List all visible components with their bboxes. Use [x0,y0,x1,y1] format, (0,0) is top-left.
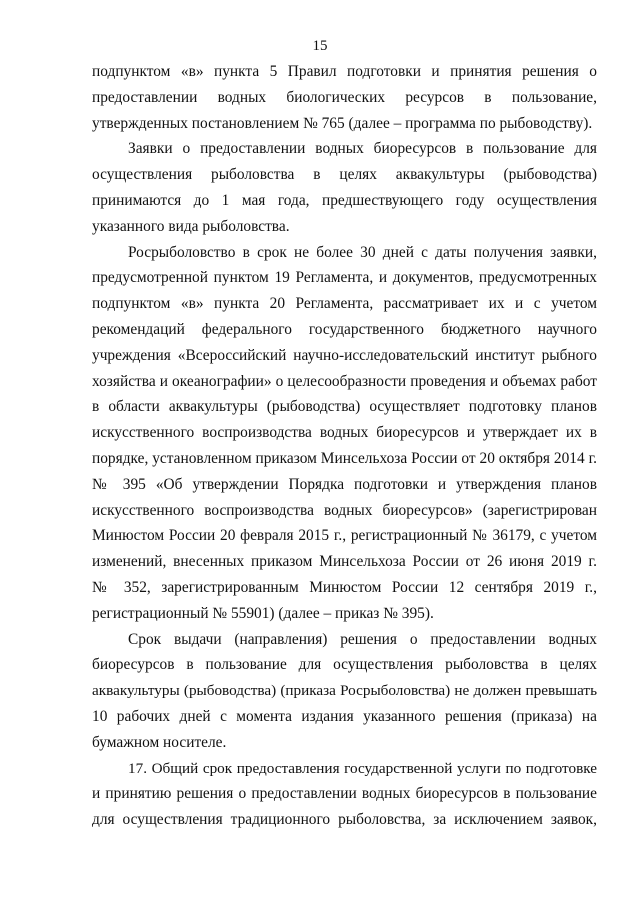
text-line: № 395 «Об утверждении Порядка подготовки и утверждения планов [92,475,597,493]
text-line: Минюстом России 20 февраля 2015 г., регистрационный № 36179, с учетом [92,527,597,545]
text-line: порядке, установленном приказом Минсельхоза России от 20 октября 2014 г. [92,449,597,467]
text-line: изменений, внесенных приказом Минсельхоза России от 26 июня 2019 г. [92,553,597,571]
page-number: 15 [312,38,328,54]
text-line: предусмотренной пунктом 19 Регламента, и документов, предусмотренных [92,269,597,287]
text-line: рекомендаций федерального государственного бюджетного научного [92,320,597,338]
text-line: в области аквакультуры (рыбоводства) осуществляет подготовку планов [92,398,597,416]
text-line: искусственного воспроизводства водных биоресурсов и утверждает их в [92,424,597,442]
text-line: 17. Общий срок предоставления государственной услуги по подготовке [128,759,597,777]
text-line: 10 рабочих дней с момента издания указанного решения (приказа) на [92,707,597,725]
text-line: искусственного воспроизводства водных биоресурсов» (зарегистрирован [92,501,597,519]
text-line: учреждения «Всероссийский научно-исследовательский институт рыбного [92,346,597,364]
text-line: регистрационный № 55901) (далее – приказ № 395). [92,604,434,622]
text-line: биоресурсов в пользование для осуществления рыболовства в целях [92,656,597,674]
text-line: утвержденных постановлением № 765 (далее – программа по рыбоводству). [92,114,593,132]
text-line: подпунктом «в» пункта 5 Правил подготовки и принятия решения о [92,63,597,80]
text-line: бумажном носителе. [92,733,227,751]
text-line: хозяйства и океанографии» о целесообразности проведения и объемах работ [92,372,597,390]
text-line: Росрыболовство в срок не более 30 дней с даты получения заявки, [128,243,597,261]
text-line: осуществления рыболовства в целях аквакультуры (рыбоводства) [92,166,597,184]
text-line: аквакультуры (рыбоводства) (приказа Росрыболовства) не должен превышать [92,682,597,700]
text-line: Заявки о предоставлении водных биоресурсов в пользование для [128,140,597,158]
text-line: № 352, зарегистрированным Минюстом России 12 сентября 2019 г., [92,578,597,596]
text-line: предоставлении водных биологических ресурсов в пользование, [92,88,597,106]
text-line: для осуществления традиционного рыболовства, за исключением заявок, [92,811,597,829]
text-line: подпунктом «в» пункта 20 Регламента, рассматривает их и с учетом [92,295,597,313]
text-line: и принятию решения о предоставлении водных биоресурсов в пользование [92,785,597,803]
text-line: принимаются до 1 мая года, предшествующего году осуществления [92,191,597,209]
document-body [92,59,597,833]
text-line: Срок выдачи (направления) решения о предоставлении водных [128,630,597,648]
text-line: указанного вида рыболовства. [92,217,290,235]
